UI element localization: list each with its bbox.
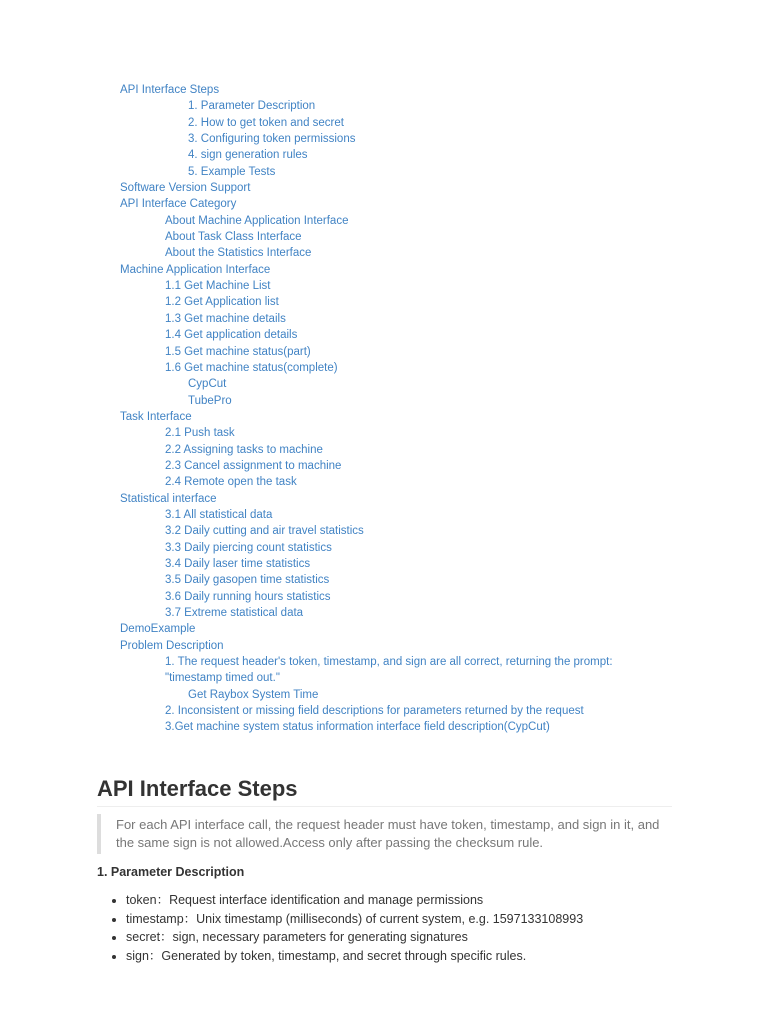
- toc-link[interactable]: Software Version Support: [120, 182, 251, 195]
- subsection-heading: 1. Parameter Description: [97, 865, 245, 879]
- list-item: • token：Request interface identification and manage permissions: [126, 891, 726, 910]
- list-item: • timestamp：Unix timestamp (milliseconds) of current system, e.g. 1597133108993: [126, 910, 726, 929]
- toc-link[interactable]: 2.3 Cancel assignment to machine: [165, 459, 342, 472]
- toc-link[interactable]: 1.1 Get Machine List: [165, 280, 271, 293]
- toc-link[interactable]: DemoExample: [120, 623, 196, 636]
- toc-link[interactable]: About the Statistics Interface: [165, 247, 312, 260]
- toc-link[interactable]: 1.4 Get application details: [165, 329, 298, 342]
- toc-link[interactable]: Machine Application Interface: [120, 263, 271, 276]
- toc-link[interactable]: 2. How to get token and secret: [188, 116, 344, 129]
- toc-link[interactable]: 2.4 Remote open the task: [165, 476, 297, 489]
- toc-link[interactable]: Get Raybox System Time: [188, 688, 319, 701]
- toc-link[interactable]: 2.2 Assigning tasks to machine: [165, 443, 323, 456]
- toc-link[interactable]: Task Interface: [120, 410, 192, 423]
- toc-link[interactable]: 1.5 Get machine status(part): [165, 345, 311, 358]
- toc-link[interactable]: 3.4 Daily laser time statistics: [165, 557, 311, 570]
- toc-link[interactable]: 1.3 Get machine details: [165, 312, 286, 325]
- parameter-list: [97, 891, 726, 965]
- toc-link[interactable]: CypCut: [188, 378, 227, 391]
- toc-link[interactable]: API Interface Steps: [120, 84, 220, 96]
- list-item: • secret：sign, necessary parameters for generating signatures: [126, 928, 726, 947]
- toc-link[interactable]: 1.2 Get Application list: [165, 296, 279, 309]
- toc-link[interactable]: 2. Inconsistent or missing field descriptions for parameters returned by the request: [165, 705, 584, 718]
- toc-link[interactable]: 4. sign generation rules: [188, 149, 308, 162]
- toc-link[interactable]: 1. Parameter Description: [188, 100, 316, 113]
- table-of-contents: [0, 82, 768, 736]
- toc-link[interactable]: About Machine Application Interface: [165, 214, 349, 227]
- toc-link[interactable]: About Task Class Interface: [165, 231, 302, 244]
- toc-link[interactable]: 3.7 Extreme statistical data: [165, 607, 304, 619]
- list-item: • sign：Generated by token, timestamp, and secret through specific rules.: [126, 947, 726, 966]
- section-heading: API Interface Steps: [97, 775, 672, 807]
- toc-link[interactable]: 2.1 Push task: [165, 427, 235, 440]
- toc-link[interactable]: Statistical interface: [120, 492, 217, 505]
- toc-link[interactable]: 3. Configuring token permissions: [188, 133, 356, 146]
- toc-link[interactable]: 3.2 Daily cutting and air travel statistics: [165, 525, 364, 538]
- toc-link[interactable]: Problem Description: [120, 639, 224, 652]
- toc-link[interactable]: 3.6 Daily running hours statistics: [165, 590, 331, 603]
- note-blockquote: For each API interface call, the request header must have token, timestamp, and sign in it, and the same sign is not allowed.Access only after passing the checksum rule.: [97, 814, 676, 854]
- toc-link[interactable]: 3.3 Daily piercing count statistics: [165, 541, 332, 554]
- toc-link[interactable]: 3.Get machine system status information interface field description(CypCut): [165, 721, 550, 734]
- toc-link[interactable]: 1.6 Get machine status(complete): [165, 361, 338, 374]
- toc-link[interactable]: 3.5 Daily gasopen time statistics: [165, 574, 330, 587]
- toc-link[interactable]: 5. Example Tests: [188, 165, 276, 178]
- toc-link[interactable]: 3.1 All statistical data: [165, 508, 273, 521]
- toc-link[interactable]: 1. The request header's token, timestamp, and sign are all correct, returning the prompt: "timestamp timed out.": [165, 656, 613, 685]
- toc-link[interactable]: TubePro: [188, 394, 232, 407]
- toc-link[interactable]: API Interface Category: [120, 198, 237, 211]
